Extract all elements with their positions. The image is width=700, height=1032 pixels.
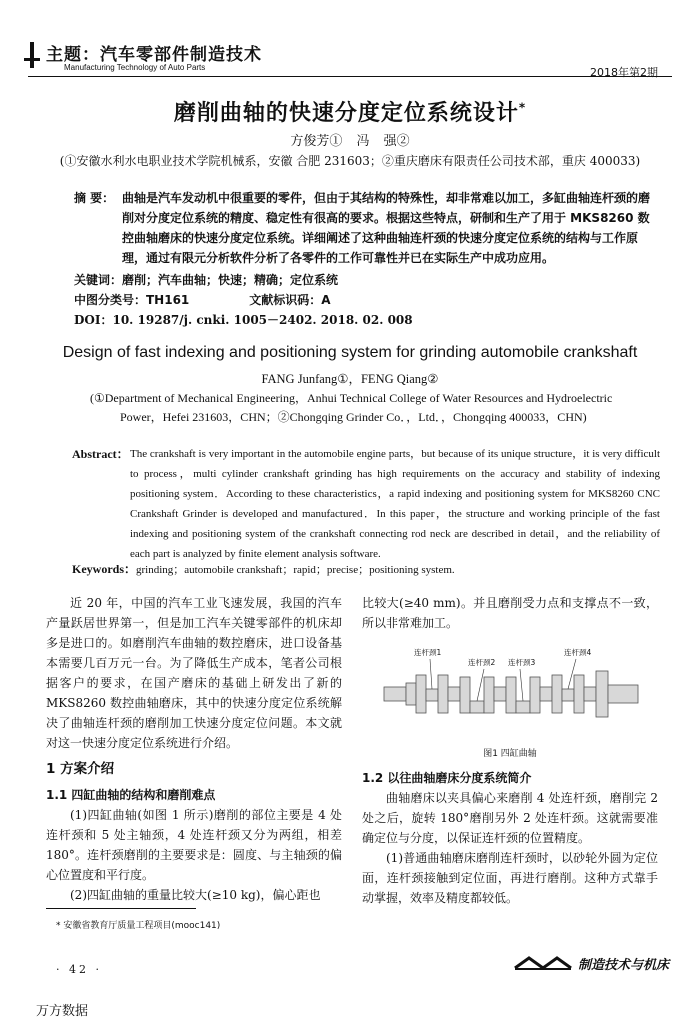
en-affiliation: (①Department of Mechanical Engineering，Anhui Technical College of Water Resources and Hydroelectric Power，Hefei 231603，CHN；②Chongqing Grinder Co．，Ltd．，Chongqing 400033，CHN): [90, 391, 613, 424]
doc-code: 文献标识码：A: [249, 293, 331, 307]
cn-abstract: [74, 188, 659, 268]
cn-abstract-text: 曲轴是汽车发动机中很重要的零件，但由于其结构的特殊性，却非常难以加工，多缸曲轴连杆颈的磨削对分度定位系统的精度、稳定性有很高的要求。根据这些特点，研制和生产了用于 MKS8260 数控曲轴磨床的快速分度定位系统。详细阐述了这种曲轴连杆颈的快速分度定位系统的结构与工作原理，通过有限元分析软件分析了各零件的工作可靠性并已在实际生产中成功应用。: [122, 191, 651, 265]
cn-keywords: 关键词：磨削；汽车曲轴；快速；精确；定位系统: [74, 273, 339, 287]
footnote-rule: [46, 908, 196, 909]
header-mark-bar: [24, 58, 40, 61]
page-number: · 42 ·: [56, 963, 102, 976]
header-mark: [30, 42, 34, 68]
paragraph-2: (2)四缸曲轴的重量比较大(≥10 kg)，偏心距也: [70, 888, 321, 902]
en-keywords: Keywords：grinding；automobile crankshaft；rapid；precise；positioning system.: [72, 562, 455, 576]
paragraph-4: (1)普通曲轴磨床磨削连杆颈时，以砂轮外圆为定位面，连杆颈接触到定位面，再进行磨削。这种方式靠手动掌握，效率及精度都较低。: [362, 851, 658, 905]
classification: [74, 291, 331, 308]
journal-logo-text: 制造技术与机床: [578, 958, 670, 973]
intro-paragraph: 近 20 年，中国的汽车工业飞速发展，我国的汽车产量跃居世界第一，但是加工汽车关键零部件的机床却多是进口的。如磨削汽车曲轴的数控磨床，进口设备基本需要几百万元一台。为了降低生产成本，笔者公司根据客户的要求，在国产磨床的基础上研发出了新的 MKS8260 数控曲轴磨床，其中的快速分度定位系统解决了曲轴连杆颈的磨削加工快速分度定位问题。本文就对这一快速分度定位系统进行介绍。: [46, 596, 342, 750]
doi: DOI：10. 19287/j. cnki. 1005－2402. 2018. 02. 008: [74, 313, 413, 327]
section-heading-1-1: 1.1 四缸曲轴的结构和磨削难点: [46, 788, 216, 802]
footnote: * 安徽省教育厅质量工程项目(mooc141): [56, 921, 221, 931]
paper-title: 磨削曲轴的快速分度定位系统设计*: [173, 100, 527, 126]
affiliation: (①安徽水利水电职业技术学院机械系，安徽 合肥 231603；②重庆磨床有限责任公司技术部，重庆 400033): [59, 154, 641, 168]
figure-label: 连杆颈4: [564, 648, 592, 657]
en-abstract-label: Abstract：: [72, 447, 129, 461]
section-heading-1-2: 1.2 以往曲轴磨床分度系统简介: [362, 771, 532, 785]
body-column-left: [46, 593, 342, 905]
watermark: 万方数据: [36, 1004, 89, 1019]
clc-number: 中图分类号：TH161: [74, 293, 190, 307]
figure-label: 连杆颈2: [468, 658, 496, 667]
en-authors: FANG Junfang①，FENG Qiang②: [261, 372, 439, 386]
paragraph-3: 曲轴磨床以夹具偏心来磨削 4 处连杆颈，磨削完 2 处之后，旋转 180°磨削另外 2 处连杆颈。这就需要准确定位与分度，以保证连杆颈的位置精度。: [362, 791, 658, 845]
paragraph-1: (1)四缸曲轴(如图 1 所示)磨削的部位主要是 4 处连杆颈和 5 处主轴颈，4 处连杆颈又分为两组，相差 180°。连杆颈磨削的主要要求是：圆度、与主轴颈的偏心位置度和平行度。: [46, 808, 342, 882]
en-abstract-text: The crankshaft is very important in the automobile engine parts，but because of its unique structure，it is very difficult to process，multi cylinder crankshaft grinding has high requirements on the accuracy and stability of indexing positioning system．According to these characteristics，a rapid indexing and positioning system for MKS8260 CNC Crankshaft Grinder is developed and manufactured．In this paper，the structure and working principle of the fast indexing and positioning system of the crankshaft connecting rod neck are described in detail，and the reliability of each part is analyzed by finite element analysis software.: [130, 448, 660, 560]
en-title: Design of fast indexing and positioning system for grinding automobile crankshaft: [62, 344, 638, 361]
column-title: 主题：汽车零部件制造技术: [46, 45, 262, 65]
en-abstract: [72, 444, 660, 564]
figure-label: 连杆颈1: [414, 648, 442, 657]
authors: 方俊芳① 冯 强②: [290, 134, 410, 149]
figure-caption: 图1 四缸曲轴: [483, 749, 537, 759]
paragraph-continued: 比较大(≥40 mm)。并且磨削受力点和支撑点不一致，所以非常难加工。: [362, 596, 658, 630]
crankshaft-figure: [380, 645, 642, 740]
column-subtitle: Manufacturing Technology of Auto Parts: [64, 63, 206, 72]
figure-label: 连杆颈3: [508, 658, 536, 667]
section-heading-1: 1 方案介绍: [46, 761, 115, 777]
header-rule: [28, 76, 672, 77]
cn-abstract-label: 摘 要：: [74, 191, 115, 205]
issue-label: 2018年第2期: [590, 66, 658, 79]
journal-logo-icon: [513, 954, 573, 972]
title-footnote-mark: *: [518, 100, 527, 115]
body-column-right: [362, 593, 658, 633]
body-column-right-lower: [362, 768, 658, 908]
